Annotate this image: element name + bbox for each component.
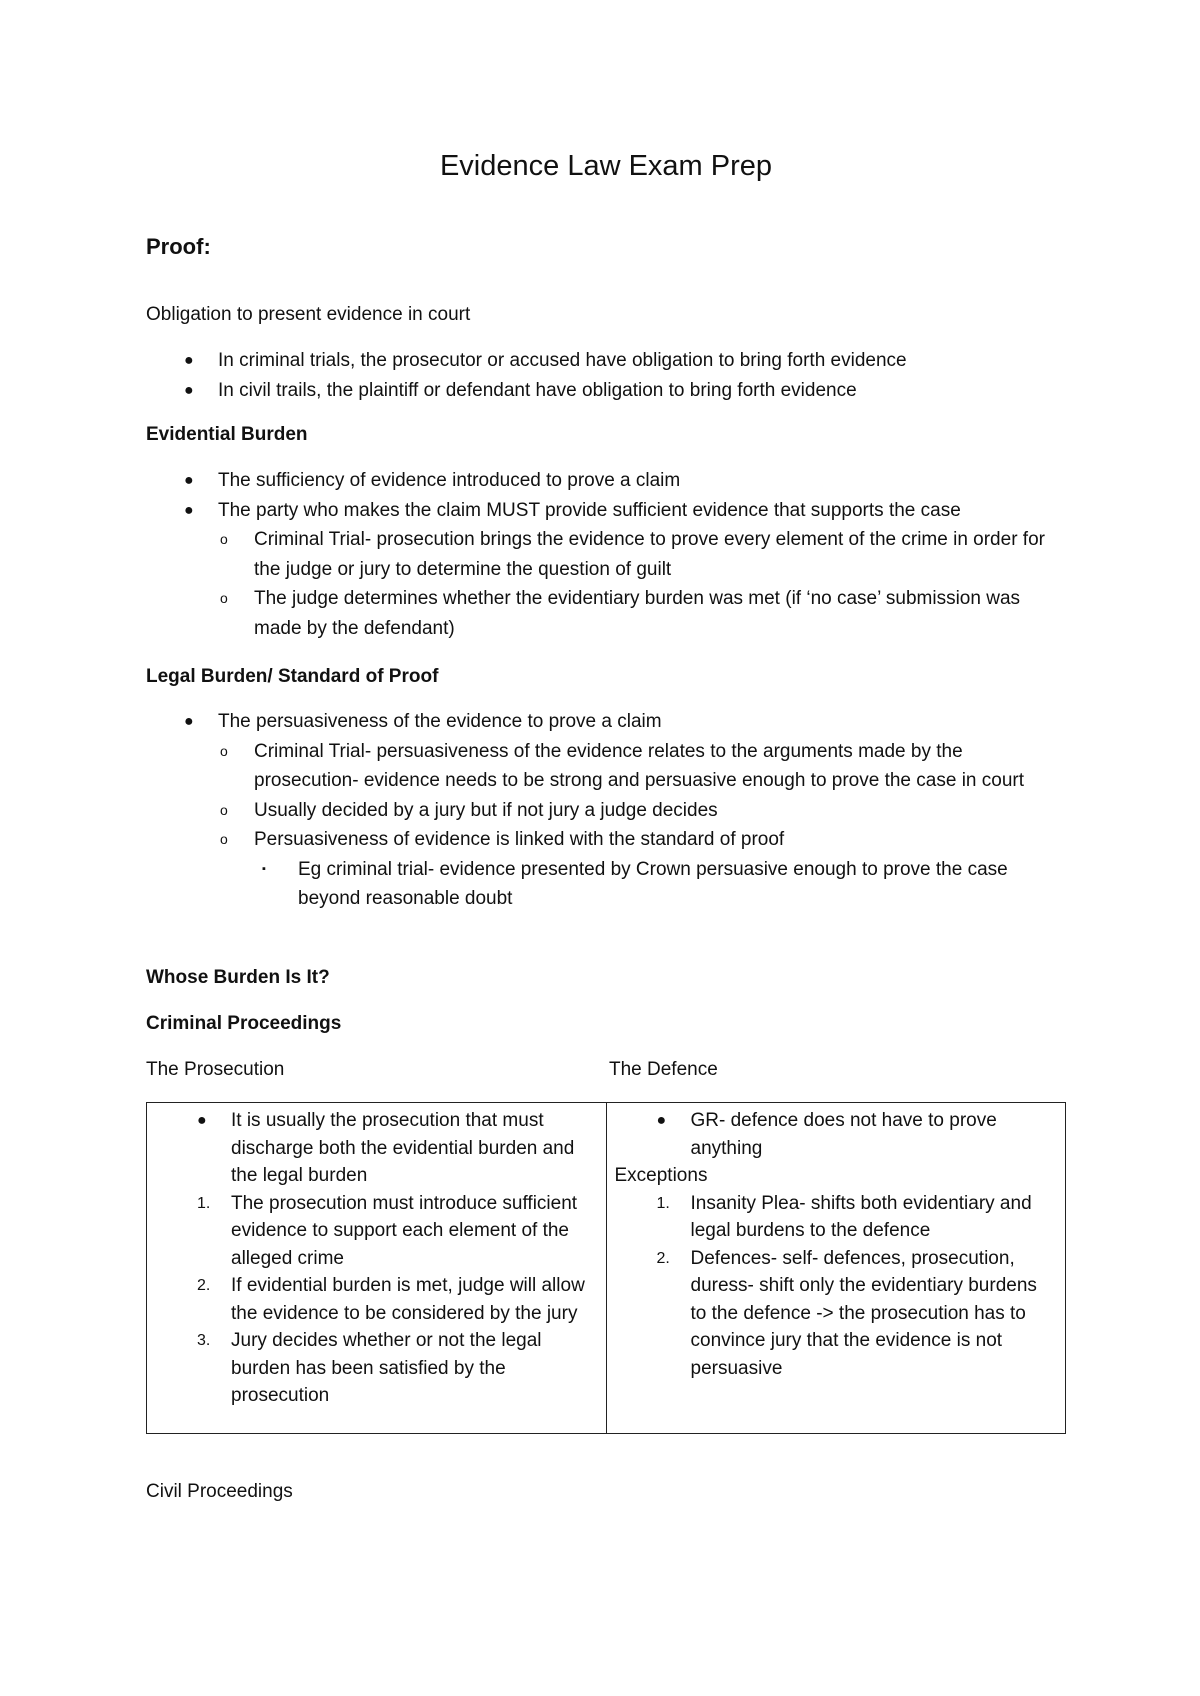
list-item [146, 496, 1066, 526]
burden-table [146, 1102, 1066, 1434]
table-numbered-item [155, 1190, 598, 1273]
list-item [146, 466, 1066, 496]
sub-sub-list-item [146, 855, 1066, 914]
column-labels [146, 1055, 1066, 1085]
list-item [146, 376, 1066, 406]
defence-cell [606, 1103, 1066, 1434]
list-item-text: Eg criminal trial- evidence presented by Crown persuasive enough to prove the case beyond reasonable doubt [298, 858, 1008, 909]
evidential-burden-heading: Evidential Burden [146, 424, 308, 445]
bullet-marker: ● [184, 381, 194, 399]
list-item-text: The party who makes the claim MUST provide sufficient evidence that supports the case [218, 499, 961, 521]
circle-marker: o [220, 531, 228, 547]
whose-burden-heading: Whose Burden Is It? [146, 967, 330, 988]
list-item-text: The sufficiency of evidence introduced to prove a claim [218, 470, 681, 491]
document-title: Evidence Law Exam Prep [439, 150, 773, 182]
evidential-burden-list [146, 466, 1066, 643]
table-row [147, 1103, 1066, 1434]
proof-bullet-list [146, 346, 1066, 405]
number-marker: 2. [656, 1249, 670, 1267]
civil-proceedings-heading: Civil Proceedings [146, 1481, 293, 1502]
table-item-text: It is usually the prosecution that must discharge both the evidential burden and the legal burden [231, 1110, 575, 1186]
list-item-text: The persuasiveness of the evidence to prove a claim [218, 711, 662, 732]
exceptions-label: Exceptions [614, 1165, 708, 1186]
circle-marker: o [220, 801, 228, 818]
sub-list-item [146, 737, 1066, 796]
table-bullet [155, 1107, 598, 1190]
legal-burden-list [146, 707, 1066, 914]
prosecution-cell [147, 1103, 607, 1434]
list-item-text: In criminal trials, the prosecutor or accused have obligation to bring forth evidence [218, 350, 907, 371]
list-item [146, 346, 1066, 376]
bullet-marker: ● [197, 1112, 207, 1129]
bullet-marker: ● [184, 472, 194, 489]
table-item-text: Jury decides whether or not the legal burden has been satisfied by the prosecution [231, 1330, 542, 1406]
proof-intro: Obligation to present evidence in court [146, 304, 471, 325]
table-numbered-item [155, 1272, 598, 1327]
number-marker: 2. [197, 1277, 211, 1294]
table-numbered-item [615, 1190, 1058, 1245]
table-item-text: The prosecution must introduce sufficient evidence to support each element of the alleged crime [231, 1192, 578, 1269]
sub-list-item [146, 825, 1066, 855]
sub-list-item [146, 525, 1066, 584]
legal-burden-heading: Legal Burden/ Standard of Proof [146, 666, 439, 687]
list-item-text: Criminal Trial- prosecution brings the evidence to prove every element of the crime in order for the judge or jury to determine the question of guilt [254, 529, 1045, 580]
bullet-marker: ● [184, 501, 194, 519]
number-marker: 3. [197, 1332, 211, 1349]
list-item-text: Criminal Trial- persuasiveness of the evidence relates to the arguments made by the prosecution- evidence needs to be strong and persuasive enough to prove the case in court [254, 740, 1025, 791]
table-item-text: Insanity Plea- shifts both evidentiary and legal burdens to the defence [690, 1192, 1032, 1241]
table-item-text: Defences- self- defences, prosecution, duress- shift only the evidentiary burdens to the defence -> the prosecution has to convince jury that the evidence is not persuasive [690, 1247, 1037, 1379]
sub-list-item [146, 796, 1066, 826]
defence-label: The Defence [609, 1059, 718, 1080]
list-item-text: Persuasiveness of evidence is linked with the standard of proof [254, 829, 785, 850]
table-item-text: If evidential burden is met, judge will allow the evidence to be considered by the jury [231, 1275, 585, 1324]
circle-marker: o [220, 742, 228, 759]
table-numbered-item [155, 1327, 598, 1410]
table-numbered-item [615, 1245, 1058, 1383]
table-item-text: GR- defence does not have to prove anything [690, 1110, 997, 1159]
bullet-marker: ● [184, 352, 194, 369]
list-item-text: Usually decided by a jury but if not jury a judge decides [254, 799, 718, 821]
list-item [146, 707, 1066, 737]
circle-marker: o [220, 831, 228, 847]
bullet-marker: ● [184, 713, 194, 730]
circle-marker: o [220, 590, 228, 606]
sub-list-item [146, 584, 1066, 643]
table-bullet [615, 1107, 1058, 1162]
list-item-text: The judge determines whether the evidentiary burden was met (if ‘no case’ submission was made by the defendant) [254, 588, 1021, 639]
square-marker: ▪ [262, 862, 266, 875]
number-marker: 1. [197, 1194, 211, 1212]
prosecution-label: The Prosecution [146, 1059, 285, 1080]
proof-heading: Proof: [146, 234, 211, 259]
criminal-proceedings-heading: Criminal Proceedings [146, 1013, 342, 1034]
number-marker: 1. [656, 1194, 670, 1212]
list-item-text: In civil trails, the plaintiff or defendant have obligation to bring forth evidence [218, 379, 857, 401]
bullet-marker: ● [656, 1112, 667, 1129]
